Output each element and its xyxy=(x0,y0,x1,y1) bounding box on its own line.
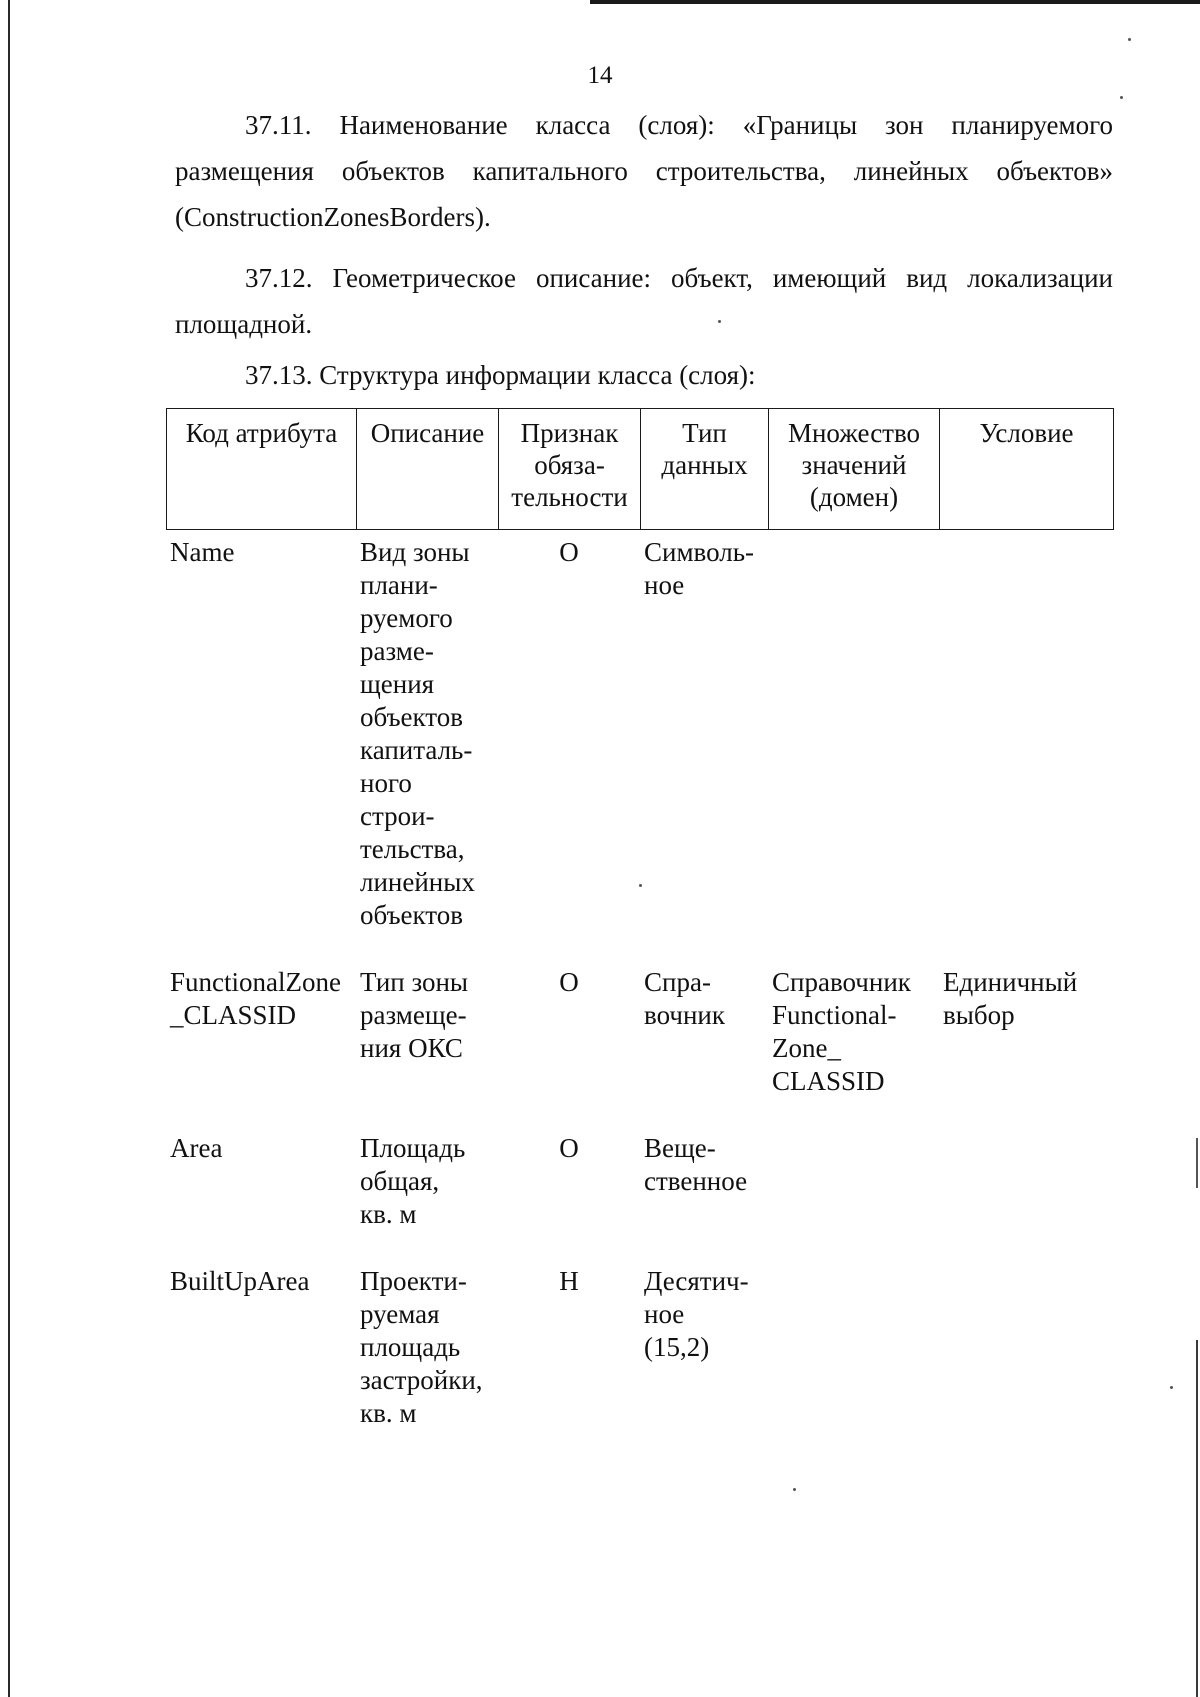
paragraph-class-name: 37.11. Наименование класса (слоя): «Границы зон планируемого размещения объектов капитального строительства, линейных объектов» (ConstructionZonesBorders). xyxy=(175,110,1113,232)
cell-condition: Единичный выбор xyxy=(943,967,1078,1030)
scan-edge-top xyxy=(590,0,1200,4)
cell-description: Тип зоны размеще- ния ОКС xyxy=(360,967,469,1063)
table-row xyxy=(166,1126,1113,1259)
table-row xyxy=(166,1259,1113,1430)
scan-edge-right xyxy=(1196,1340,1198,1697)
cell-description: Площадь общая, кв. м xyxy=(360,1133,466,1229)
cell-code: BuiltUpArea xyxy=(170,1266,310,1296)
header-condition: Условие xyxy=(940,409,1114,530)
cell-code: Name xyxy=(170,537,235,567)
header-type: Тип данных xyxy=(641,409,769,530)
cell-mandatory: Н xyxy=(559,1266,579,1296)
cell-condition xyxy=(939,1126,1113,1259)
cell-code: FunctionalZone _CLASSID xyxy=(170,967,341,1030)
cell-description: Проекти- руемая площадь застройки, кв. м xyxy=(360,1266,483,1428)
table-row xyxy=(166,530,1113,960)
cell-type: Веще- ственное xyxy=(644,1133,748,1196)
scan-mark xyxy=(1196,1138,1198,1188)
cell-code: Area xyxy=(170,1133,223,1163)
cell-mandatory: О xyxy=(559,537,579,567)
cell-type: Спра- вочник xyxy=(644,967,725,1030)
scan-speck xyxy=(1170,1386,1173,1389)
paragraph-structure: 37.13. Структура информации класса (слоя): xyxy=(245,360,756,390)
cell-domain xyxy=(768,1259,939,1430)
header-domain: Множество значений (домен) xyxy=(769,409,940,530)
cell-mandatory: О xyxy=(559,1133,579,1163)
cell-condition xyxy=(939,530,1113,960)
paragraph-geometry: 37.12. Геометрическое описание: объект, имеющий вид локализации площадной. xyxy=(175,263,1113,339)
cell-domain xyxy=(768,1126,939,1259)
scan-speck xyxy=(1128,38,1131,41)
page-number: 14 xyxy=(587,62,613,89)
cell-type: Десятич- ное (15,2) xyxy=(644,1266,749,1362)
attribute-table-body xyxy=(166,530,1113,1430)
cell-domain: Справочник Functional- Zone_ CLASSID xyxy=(772,967,911,1096)
cell-domain xyxy=(768,530,939,960)
scan-edge-left xyxy=(8,0,10,1697)
cell-condition xyxy=(939,1259,1113,1430)
cell-mandatory: О xyxy=(559,967,579,997)
table-row xyxy=(166,960,1113,1126)
header-description: Описание xyxy=(357,409,499,530)
cell-description: Вид зоны плани- руемого разме- щения объектов капиталь- ного строи- тельства, линейных объектов xyxy=(360,537,475,930)
attribute-table-header xyxy=(166,408,1114,530)
scan-speck xyxy=(1120,96,1123,99)
header-mandatory: Признак обяза- тельности xyxy=(499,409,641,530)
cell-type: Символь- ное xyxy=(644,537,755,600)
header-code: Код атрибута xyxy=(167,409,357,530)
scan-speck xyxy=(793,1488,796,1491)
